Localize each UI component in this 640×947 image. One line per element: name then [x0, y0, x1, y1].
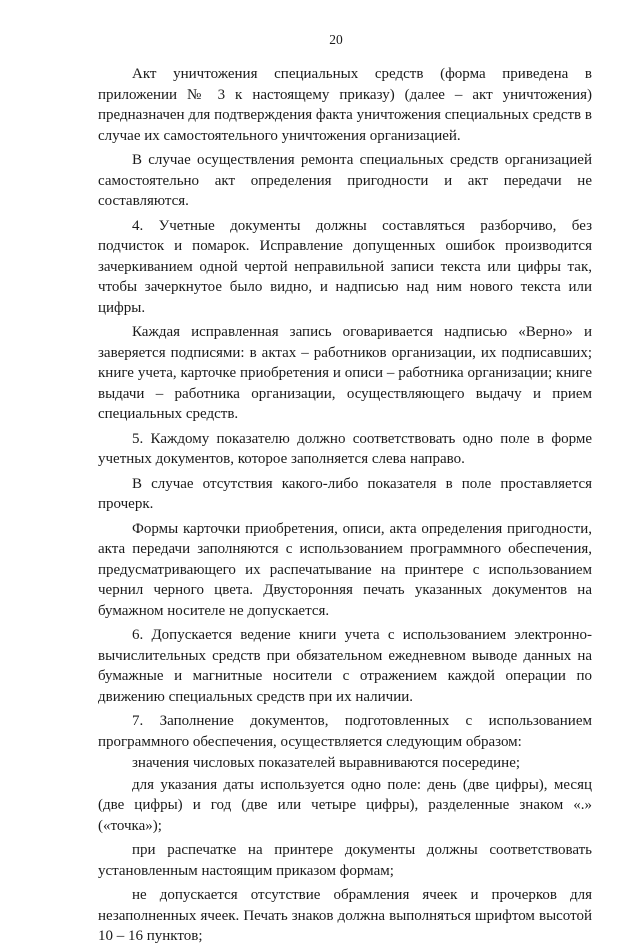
- paragraph-item-5: 5. Каждому показателю должно соответствовать одно поле в форме учетных документов, которое заполняется слева направо.: [98, 430, 592, 467]
- paragraph-item-6: 6. Допускается ведение книги учета с использованием электронно-вычислительных средств при обязательном ежедневном выводе данных на бумажные и магнитные носители с отражением каждой операции по движению специальных средств при их наличии.: [98, 627, 592, 705]
- paragraph-corrections: Каждая исправленная запись оговаривается надписью «Верно» и заверяется подписями: в актах – работников организации, их подписавших; книге учета, карточке приобретения и описи – работника организации; книге выдачи – работника организации, осуществляющего выдачу и прием специальных средств.: [98, 324, 592, 422]
- paragraph-forms-printing: Формы карточки приобретения, описи, акта определения пригодности, акта передачи заполняются с использованием программного обеспечения, предусматривающего их распечатывание на принтере с использованием чернил черного цвета. Двусторонняя печать указанных документов на бумажном носителе не допускается.: [98, 520, 592, 619]
- paragraph-print-forms: при распечатке на принтере документы должны соответствовать установленным настоящим приказом формам;: [98, 842, 592, 879]
- paragraph-numeric-alignment: значения числовых показателей выравниваются посередине;: [132, 755, 521, 771]
- paragraph-item-7: 7. Заполнение документов, подготовленных с использованием программного обеспечения, осуществляется следующим образом:: [98, 713, 592, 750]
- paragraph-repair-case: В случае осуществления ремонта специальных средств организацией самостоятельно акт определения пригодности и акт передачи не составляются.: [98, 152, 592, 209]
- page-number: 20: [329, 32, 343, 47]
- paragraph-missing-value: В случае отсутствия какого-либо показателя в поле проставляется прочерк.: [98, 475, 592, 512]
- paragraph-cell-borders: не допускается отсутствие обрамления ячеек и прочерков для незаполненных ячеек. Печать знаков должна выполняться шрифтом высотой 10 – 16 пунктов;: [98, 887, 592, 944]
- paragraph-date-format: для указания даты используется одно поле: день (две цифры), месяц (две цифры) и год (две или четыре цифры), разделенные знаком «.» («точка»);: [98, 776, 592, 834]
- paragraph-destruction-act: Акт уничтожения специальных средств (форма приведена в приложении № 3 к настоящему приказу) (далее – акт уничтожения) предназначен для подтверждения факта уничтожения специальных средств в случае их самостоятельного уничтожения организацией.: [98, 66, 592, 144]
- paragraph-item-4: 4. Учетные документы должны составляться разборчиво, без подчисток и помарок. Исправление допущенных ошибок производится зачеркиванием одной чертой неправильной записи текста или цифры так, чтобы зачеркнутое было видно, и надписью над ним нового текста или цифры.: [98, 217, 592, 316]
